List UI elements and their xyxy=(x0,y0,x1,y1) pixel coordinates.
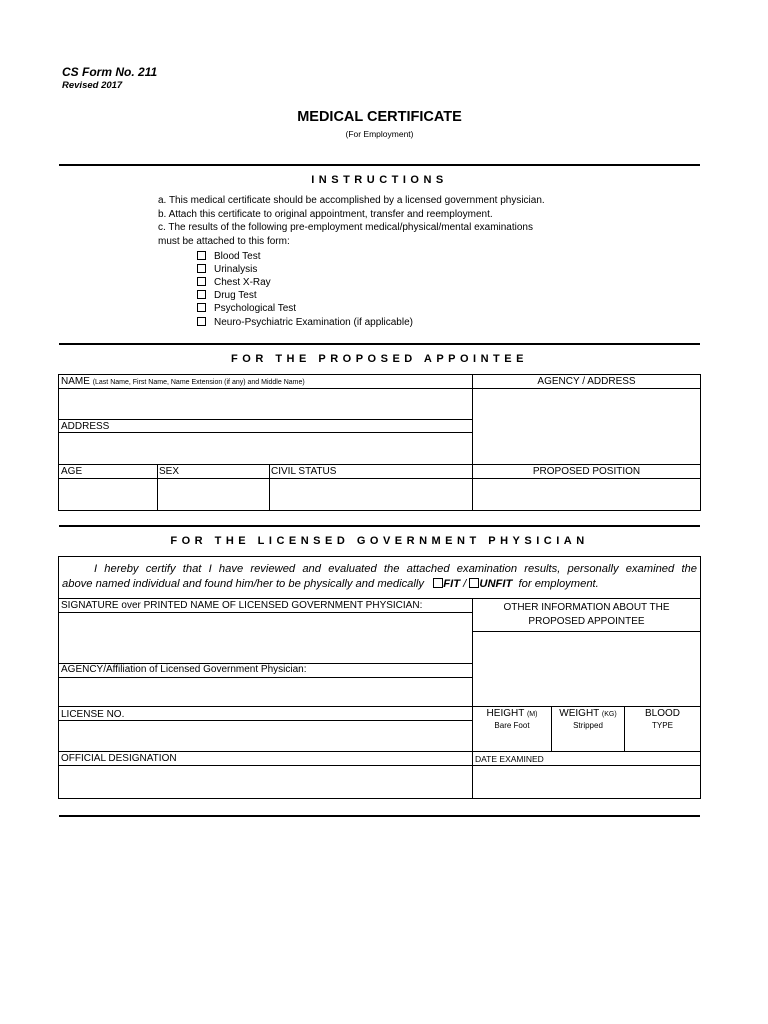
name-label: NAME (Last Name, First Name, Name Extension (if any) and Middle Name) xyxy=(61,376,305,387)
form-number: CS Form No. 211 xyxy=(62,65,158,79)
exam-item-blood-test[interactable]: Blood Test xyxy=(197,251,261,262)
divider xyxy=(59,343,700,345)
age-label: AGE xyxy=(61,466,83,477)
physician-heading: FOR THE LICENSED GOVERNMENT PHYSICIAN xyxy=(170,535,589,547)
fit-checkbox[interactable] xyxy=(433,578,443,588)
blood-type-label: BLOOD xyxy=(644,708,680,719)
name-hint: (Last Name, First Name, Name Extension (if any) and Middle Name) xyxy=(92,379,305,386)
civil-status-field[interactable] xyxy=(270,480,471,510)
instruction-c-continued: must be attached to this form: xyxy=(158,236,290,247)
civil-status-label: CIVIL STATUS xyxy=(271,466,337,477)
instruction-c: c. The results of the following pre-employment medical/physical/mental examinations xyxy=(158,222,533,233)
age-field[interactable] xyxy=(60,480,156,510)
date-examined-label: DATE EXAMINED xyxy=(475,754,544,764)
physician-agency-field[interactable] xyxy=(60,679,471,705)
checkbox[interactable] xyxy=(197,277,206,286)
exam-item-chest-xray[interactable]: Chest X-Ray xyxy=(197,277,271,288)
fit-label: FIT xyxy=(443,578,461,590)
license-label: LICENSE NO. xyxy=(61,709,125,720)
sex-label: SEX xyxy=(159,466,180,477)
other-info-label-2: PROPOSED APPOINTEE xyxy=(528,616,645,627)
agency-address-label: AGENCY / ADDRESS xyxy=(537,376,636,387)
signature-field[interactable] xyxy=(60,614,471,662)
checkbox[interactable] xyxy=(197,303,206,312)
unfit-label: UNFIT xyxy=(479,578,513,590)
signature-label: SIGNATURE over PRINTED NAME OF LICENSED GOVERNMENT PHYSICIAN: xyxy=(61,600,423,611)
official-designation-field[interactable] xyxy=(60,767,471,798)
exam-item-urinalysis[interactable]: Urinalysis xyxy=(197,264,257,275)
agency-address-field[interactable] xyxy=(474,390,699,463)
checkbox[interactable] xyxy=(197,290,206,299)
instruction-a: a. This medical certificate should be accomplished by a licensed government physician. xyxy=(158,195,545,206)
date-examined-field[interactable] xyxy=(474,767,699,798)
exam-item-neuro-psychiatric[interactable]: Neuro-Psychiatric Examination (if applicable) xyxy=(197,317,413,328)
license-field[interactable] xyxy=(60,722,471,750)
certification-line-2: above named individual and found him/her to be physically and medically FIT / UNFIT for employment. xyxy=(62,578,599,590)
divider xyxy=(59,815,700,817)
checkbox[interactable] xyxy=(197,264,206,273)
page-title: MEDICAL CERTIFICATE xyxy=(297,109,462,125)
proposed-position-label: PROPOSED POSITION xyxy=(532,466,641,477)
sex-field[interactable] xyxy=(158,480,268,510)
height-label: HEIGHT (M) xyxy=(486,708,538,719)
other-info-label: OTHER INFORMATION ABOUT THE xyxy=(503,602,670,613)
address-field[interactable] xyxy=(60,434,471,463)
blood-type-sublabel: TYPE xyxy=(652,721,673,730)
weight-sublabel: Stripped xyxy=(573,721,603,730)
appointee-heading: FOR THE PROPOSED APPOINTEE xyxy=(231,353,528,365)
height-sublabel: Bare Foot xyxy=(494,721,530,730)
unfit-checkbox[interactable] xyxy=(469,578,479,588)
address-label: ADDRESS xyxy=(61,421,110,432)
checkbox[interactable] xyxy=(197,251,206,260)
weight-label: WEIGHT (KG) xyxy=(559,708,617,719)
revised-date: Revised 2017 xyxy=(62,80,123,91)
divider xyxy=(59,164,700,166)
divider xyxy=(59,525,700,527)
name-field[interactable] xyxy=(60,390,471,418)
exam-item-psychological-test[interactable]: Psychological Test xyxy=(197,303,296,314)
instruction-b: b. Attach this certificate to original appointment, transfer and reemployment. xyxy=(158,209,493,220)
page-subtitle: (For Employment) xyxy=(345,129,414,139)
proposed-position-field[interactable] xyxy=(474,480,699,510)
official-designation-label: OFFICIAL DESIGNATION xyxy=(61,753,177,764)
instructions-heading: INSTRUCTIONS xyxy=(311,174,448,186)
physician-agency-label: AGENCY/Affiliation of Licensed Government Physician: xyxy=(61,664,307,675)
certification-line-1: I hereby certify that I have reviewed and evaluated the attached examination results, personally examined the xyxy=(94,563,697,575)
exam-item-drug-test[interactable]: Drug Test xyxy=(197,290,257,301)
checkbox[interactable] xyxy=(197,317,206,326)
